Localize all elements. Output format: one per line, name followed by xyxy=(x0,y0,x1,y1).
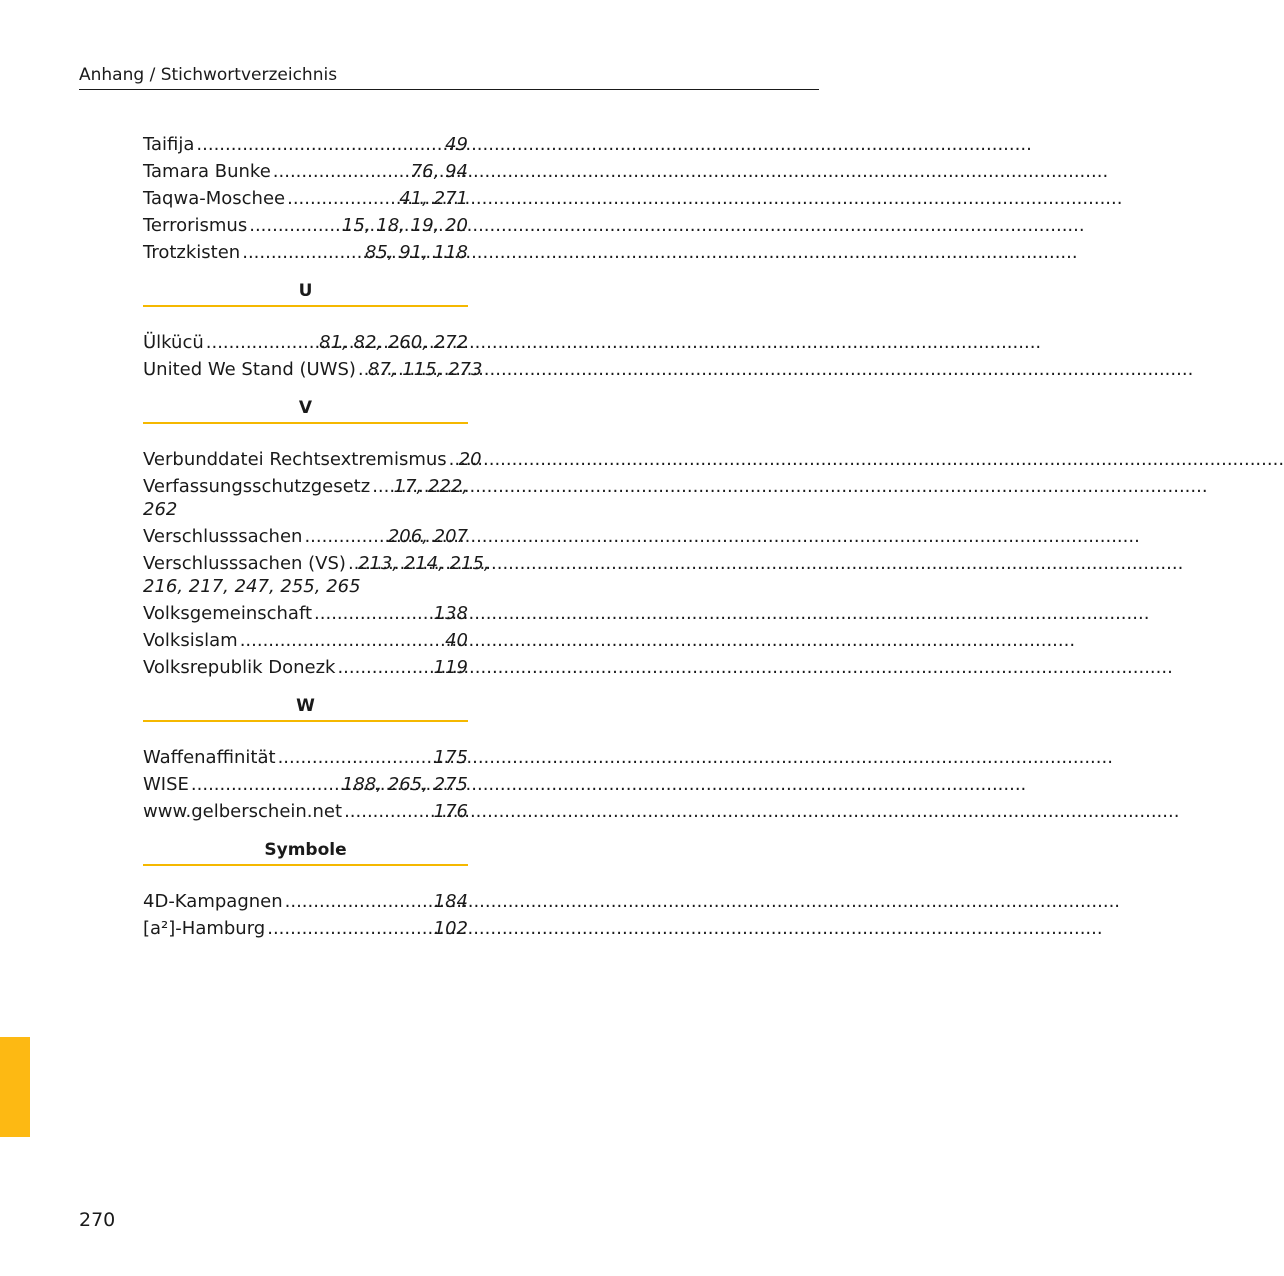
index-entry xyxy=(143,133,468,156)
index-term: Volksislam xyxy=(143,630,238,651)
index-term: WISE xyxy=(143,774,189,795)
page-number: 270 xyxy=(79,1209,116,1231)
leader-dots xyxy=(449,448,457,471)
index-entry xyxy=(143,890,468,913)
index-entry xyxy=(143,602,468,625)
leader-dots xyxy=(314,602,432,625)
page-references: 138 xyxy=(433,603,468,624)
page-references: 76, 94 xyxy=(410,161,468,182)
index-term: Trotzkisten xyxy=(143,242,241,263)
index-term: www.gelberschein.net xyxy=(143,801,343,822)
index-entry xyxy=(143,475,468,521)
page-references: 175 xyxy=(433,747,468,768)
page-references: 15, 18, 19, 20 xyxy=(342,215,468,236)
leader-dots xyxy=(278,746,432,769)
index-entry xyxy=(143,746,468,769)
index-term: Taqwa-Moschee xyxy=(143,188,286,209)
index-term: Tamara Bunke xyxy=(143,161,271,182)
index-term: Verschlusssachen (VS) xyxy=(143,553,346,574)
leader-dots xyxy=(242,241,363,264)
index-term: Verbunddatei Rechtsextremismus xyxy=(143,449,447,470)
page-references: 184 xyxy=(433,891,468,912)
index-entry xyxy=(143,241,468,264)
index-term: Volksrepublik Donezk xyxy=(143,657,336,678)
leader-dots xyxy=(206,331,317,354)
index-entry xyxy=(143,448,482,471)
leader-dots xyxy=(344,800,432,823)
leader-dots xyxy=(358,358,366,381)
page-references: 213, 214, 215, xyxy=(357,553,490,574)
page-references-continued: 262 xyxy=(143,499,178,520)
leader-dots xyxy=(267,917,431,940)
page-references: 87, 115, 273 xyxy=(367,359,483,380)
index-entry xyxy=(143,773,468,796)
page-references: 49 xyxy=(445,134,468,155)
index-entry xyxy=(143,800,468,823)
leader-dots xyxy=(273,160,409,183)
index-entry xyxy=(143,214,468,237)
index-entry xyxy=(143,656,468,679)
page-references: 81, 82, 260, 272 xyxy=(319,332,468,353)
index-term: Waffenaffinität xyxy=(143,747,276,768)
index-entry xyxy=(143,552,490,598)
section-heading: Symbole xyxy=(143,839,468,866)
page-references: 40 xyxy=(445,630,468,651)
leader-dots xyxy=(337,656,431,679)
index-entry xyxy=(143,358,483,381)
leader-dots xyxy=(196,133,443,156)
index-term: United We Stand (UWS) xyxy=(143,359,356,380)
index-term: [a²]-Hamburg xyxy=(143,918,266,939)
running-header xyxy=(79,64,819,90)
index-term: Taifija xyxy=(143,134,195,155)
section-heading: V xyxy=(143,397,468,424)
page-references: 119 xyxy=(433,657,468,678)
page-references: 102 xyxy=(433,918,468,939)
page-references: 188, 265, 275 xyxy=(342,774,468,795)
page-references: 85, 91, 118 xyxy=(364,242,468,263)
index-entry xyxy=(143,917,468,940)
index-entry xyxy=(143,629,468,652)
index-column xyxy=(143,133,490,944)
page-references: 41, 271 xyxy=(399,188,468,209)
index-entry xyxy=(143,525,468,548)
index-entry xyxy=(143,187,468,210)
leader-dots xyxy=(249,214,340,237)
index-term: Ülkücü xyxy=(143,332,204,353)
section-heading: W xyxy=(143,695,468,722)
section-heading: U xyxy=(143,280,468,307)
leader-dots xyxy=(191,773,340,796)
index-entry xyxy=(143,331,468,354)
leader-dots xyxy=(372,475,391,498)
index-term: 4D-Kampagnen xyxy=(143,891,283,912)
index-term: Volksgemeinschaft xyxy=(143,603,313,624)
index-entry xyxy=(143,160,468,183)
header-title: Anhang / Stichwortverzeichnis xyxy=(79,65,338,85)
page-references: 20 xyxy=(458,449,482,470)
leader-dots xyxy=(240,629,443,652)
chapter-tab-marker xyxy=(0,1037,30,1137)
leader-dots xyxy=(304,525,385,548)
page-references: 176 xyxy=(433,801,468,822)
page-references: 17, 222, xyxy=(393,476,468,497)
page-references: 206, 207 xyxy=(387,526,468,547)
index-term: Verschlusssachen xyxy=(143,526,303,547)
leader-dots xyxy=(285,890,432,913)
leader-dots xyxy=(287,187,397,210)
page-references-continued: 216, 217, 247, 255, 265 xyxy=(143,576,361,597)
index-term: Verfassungsschutzgesetz xyxy=(143,476,371,497)
leader-dots xyxy=(348,552,356,575)
index-term: Terrorismus xyxy=(143,215,248,236)
